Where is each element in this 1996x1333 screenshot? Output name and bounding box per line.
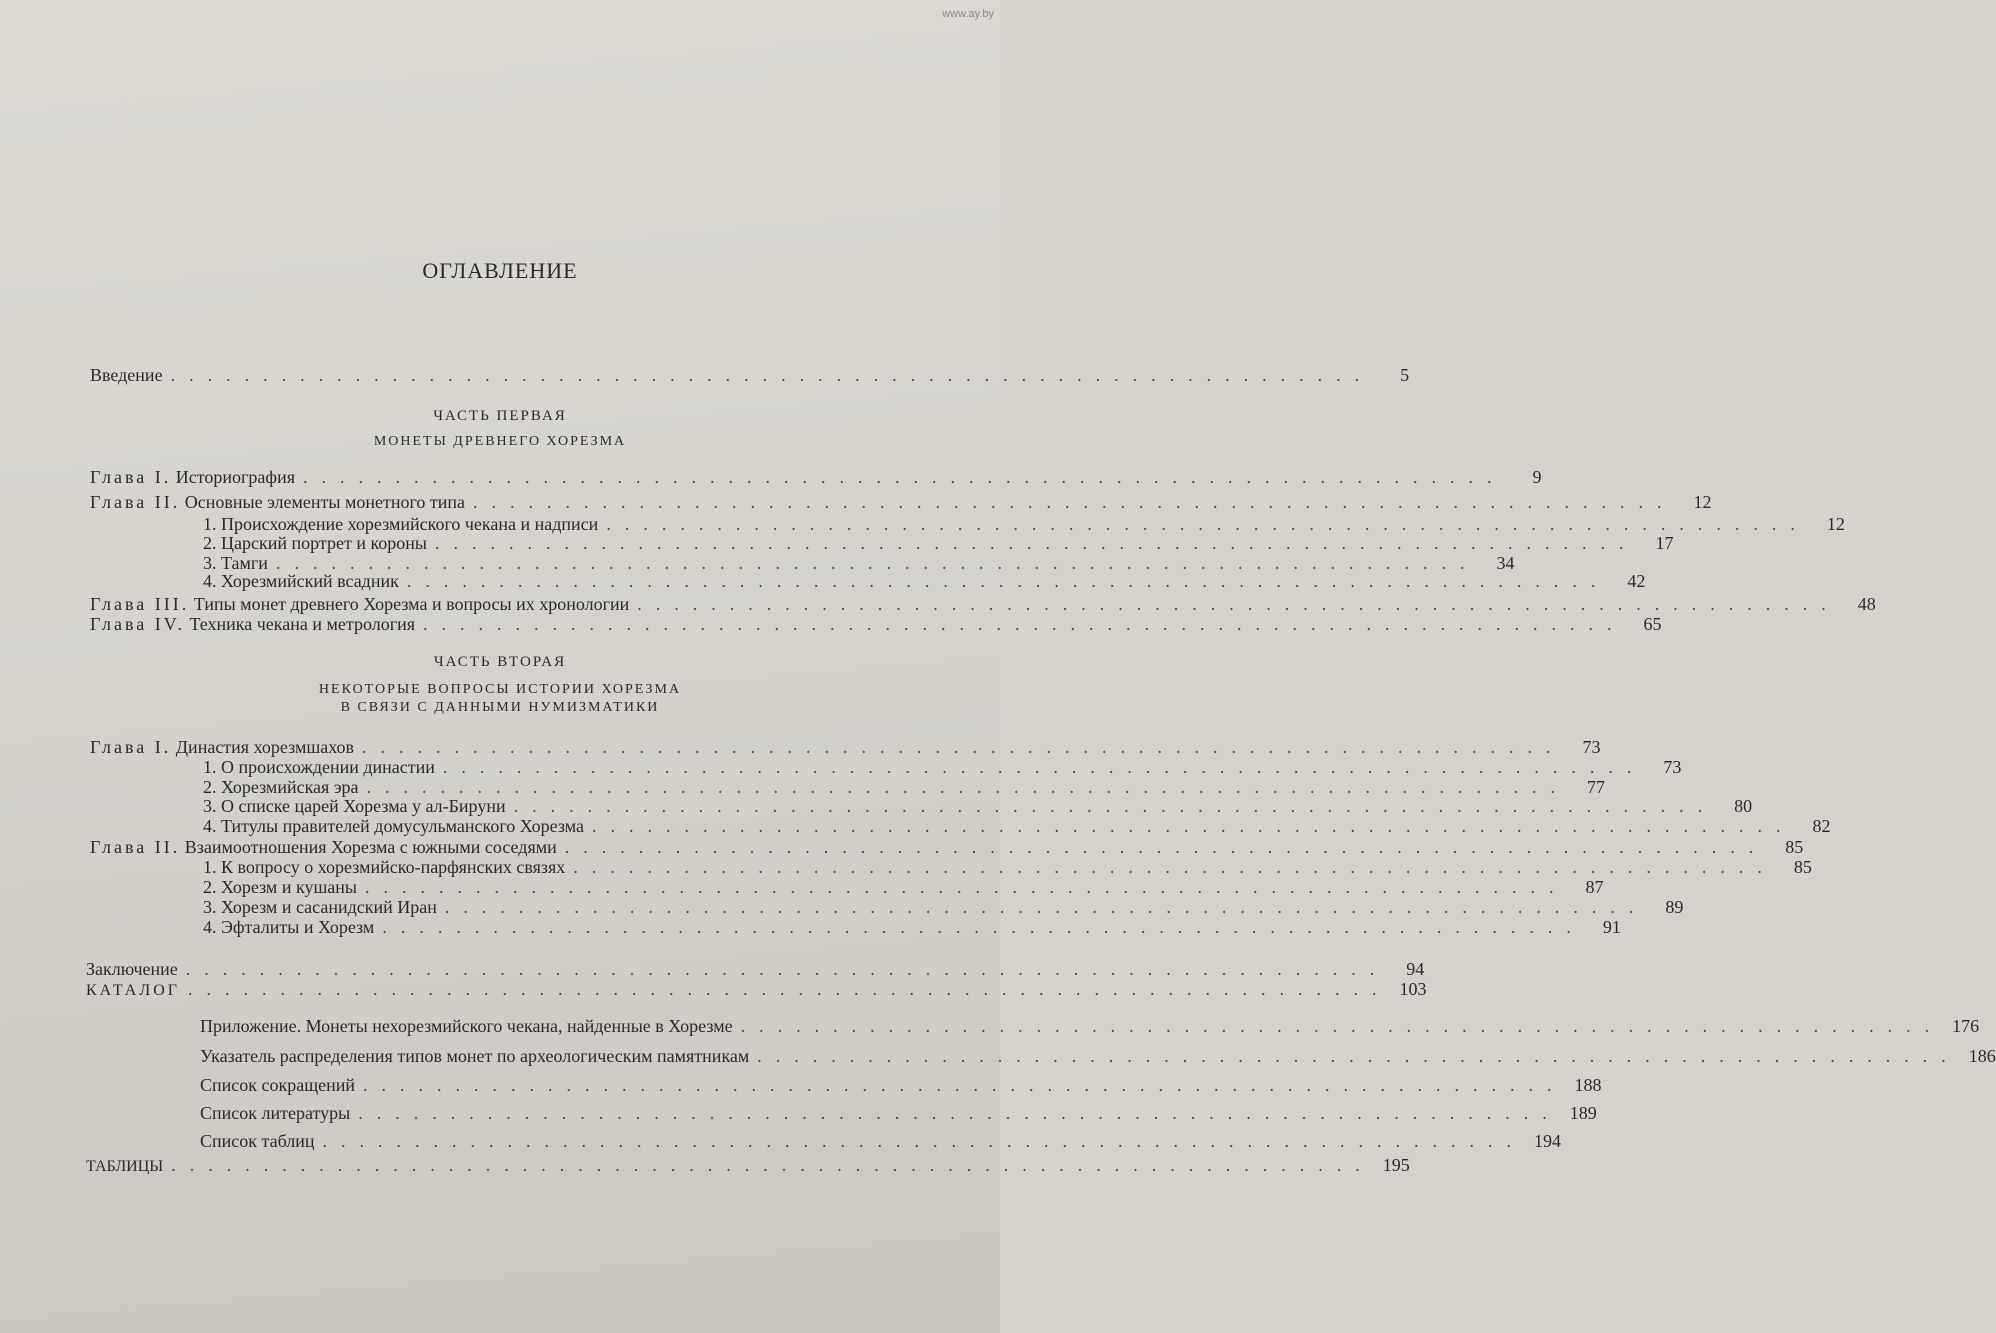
leader-dots: ................................................................. (365, 877, 1568, 897)
leader-dots: ................................................................. (513, 796, 1717, 816)
leader-dots: ................................................................. (637, 594, 1840, 614)
watermark: www.ay.by (942, 8, 994, 20)
leader-dots: ................................................................. (362, 1075, 1566, 1095)
part-two-heading: ЧАСТЬ ВТОРАЯ (433, 654, 567, 670)
toc-entry-section: 2. Хорезм и кушаны ................................................................. 87 (203, 877, 1604, 897)
toc-entry-tables: ТАБЛИЦЫ ................................................................. 195 (86, 1155, 1410, 1175)
toc-entry-section: 4. Титулы правителей домусульманского Хорезма ................................................................. 82 (203, 816, 1831, 836)
toc-entry-literature: Список литературы ................................................................. 189 (200, 1103, 1597, 1123)
leader-dots: ................................................................. (592, 816, 1795, 836)
toc-entry-table-list: Список таблиц ................................................................. 194 (200, 1131, 1562, 1151)
toc-entry-index: Указатель распределения типов монет по археологическим памятникам ................................................................. 186 (200, 1046, 1996, 1066)
leader-dots: ................................................................. (382, 917, 1585, 937)
leader-dots: ................................................................. (444, 897, 1648, 917)
leader-dots: ................................................................. (573, 857, 1776, 877)
toc-entry-catalog: КАТАЛОГ ................................................................. 103 (86, 979, 1427, 999)
leader-dots: ................................................................. (564, 837, 1768, 857)
toc-entry-section: 1. О происхождении династии ................................................................. 73 (203, 757, 1682, 777)
leader-dots: ................................................................. (358, 1103, 1561, 1123)
leader-dots: ................................................................. (366, 777, 1570, 797)
leader-dots: ................................................................. (322, 1131, 1526, 1151)
toc-entry-section: 3. Хорезм и сасанидский Иран ................................................................. 89 (203, 897, 1684, 917)
leader-dots: ................................................................. (302, 467, 1506, 487)
part-one-subtitle: МОНЕТЫ ДРЕВНЕГО ХОРЕЗМА (373, 434, 627, 449)
part-one-heading: ЧАСТЬ ПЕРВАЯ (433, 408, 567, 424)
leader-dots: ................................................................. (740, 1016, 1944, 1036)
toc-entry-abbreviations: Список сокращений ................................................................. 188 (200, 1075, 1602, 1095)
leader-dots: ................................................................. (606, 514, 1809, 534)
leader-dots: ................................................................. (406, 571, 1610, 591)
leader-dots: ................................................................. (423, 614, 1626, 634)
toc-entry-section: 4. Эфталиты и Хорезм ................................................................. 91 (203, 917, 1621, 937)
toc-entry-chapter: Глава III. Типы монет древнего Хорезма и вопросы их хронологии ................................................................. 48 (90, 594, 1876, 614)
toc-entry-chapter: Глава IV. Техника чекана и метрология ................................................................. 65 (90, 614, 1662, 634)
leader-dots: ................................................................. (171, 1155, 1374, 1175)
toc-entry-section: 2. Хорезмийская эра ................................................................. 77 (203, 777, 1606, 797)
toc-entry-chapter: Глава I. Историография ................................................................. 9 (90, 467, 1542, 487)
page-title: ОГЛАВЛЕНИЕ (422, 258, 578, 283)
toc-entry-section: 3. Тамги ................................................................. 34 (203, 553, 1515, 573)
toc-entry-section: 2. Царский портрет и короны ................................................................. 17 (203, 533, 1674, 553)
leader-dots: ................................................................. (275, 553, 1479, 573)
leader-dots: ................................................................. (435, 533, 1638, 553)
toc-entry-section: 3. О списке царей Хорезма у ал-Бируни ................................................................. 80 (203, 796, 1753, 816)
toc-entry-introduction: Введение ................................................................. 5 (90, 365, 1410, 385)
leader-dots: ................................................................. (185, 959, 1389, 979)
leader-dots: ................................................................. (188, 979, 1391, 999)
toc-entry-chapter: Глава II. Взаимоотношения Хорезма с южными соседями ................................................................. 85 (90, 837, 1804, 857)
toc-entry-chapter: Глава II. Основные элементы монетного типа ................................................................. 12 (90, 492, 1712, 512)
leader-dots: ................................................................. (170, 365, 1374, 385)
leader-dots: ................................................................. (757, 1046, 1960, 1066)
leader-dots: ................................................................. (442, 757, 1646, 777)
toc-entry-section: 1. Происхождение хорезмийского чекана и надписи ................................................................. 12 (203, 514, 1845, 534)
leader-dots: ................................................................. (473, 492, 1676, 512)
part-two-subtitle-line1: НЕКОТОРЫЕ ВОПРОСЫ ИСТОРИИ ХОРЕЗМА (318, 682, 682, 697)
toc-entry-appendix: Приложение. Монеты нехорезмийского чекана, найденные в Хорезме ................................................................. 176 (200, 1016, 1980, 1036)
toc-entry-conclusion: Заключение ................................................................. 94 (86, 959, 1425, 979)
toc-entry-section: 4. Хорезмийский всадник ................................................................. 42 (203, 571, 1646, 591)
toc-entry-section: 1. К вопросу о хорезмийско-парфянских связях ................................................................. 85 (203, 857, 1812, 877)
toc-entry-chapter: Глава I. Династия хорезмшахов ................................................................. 73 (90, 737, 1601, 757)
part-two-subtitle-line2: В СВЯЗИ С ДАННЫМИ НУМИЗМАТИКИ (340, 700, 660, 715)
leader-dots: ................................................................. (362, 737, 1565, 757)
